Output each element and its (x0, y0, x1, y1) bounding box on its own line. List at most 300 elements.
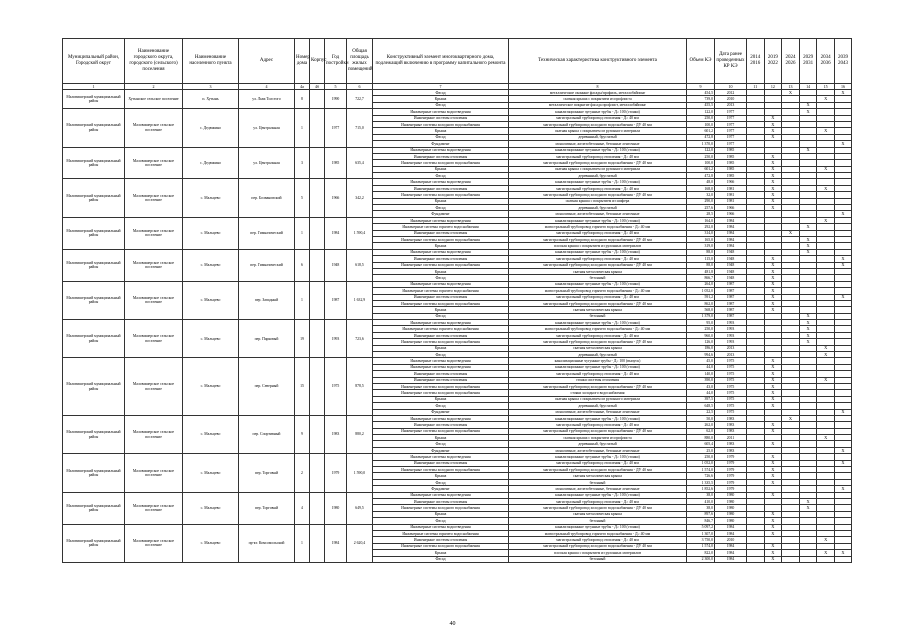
living-area-cell: 715,0 (347, 109, 373, 147)
volume-cell: 44,0 (687, 364, 715, 370)
repair-date-cell: 1980 (715, 492, 747, 498)
element-cell: Инженерные системы холодного водоснабжения (373, 390, 509, 396)
element-cell: Крыша (373, 550, 509, 556)
period-mark-cell: X (834, 550, 851, 556)
repair-date-cell: 1984 (715, 530, 747, 536)
volume-cell: 601,2 (687, 166, 715, 172)
repair-date-cell: 1979 (715, 454, 747, 460)
period-mark-cell: X (799, 236, 817, 242)
locality-cell: с. Мальцево (183, 492, 239, 524)
element-cell: Инженерные системы отопления (373, 460, 509, 466)
column-header: Корпус (310, 39, 325, 84)
period-mark-cell: X (764, 198, 782, 204)
spec-cell: монолитные, железобетонные, бетонные ленточные (509, 409, 687, 415)
repair-date-cell: 1984 (715, 556, 747, 562)
spec-cell: стояки холодного водоснабжения (509, 390, 687, 396)
settlement-cell: Маловишерское сельское поселение (125, 147, 183, 179)
street-cell: ул. Центральная (239, 147, 295, 179)
repair-date-cell: 2011 (715, 435, 747, 441)
volume-cell: 568,0 (687, 307, 715, 313)
district-cell: Маловишерский муниципальный район (63, 524, 125, 562)
volume-cell: 45,0 (687, 358, 715, 364)
element-cell: Инженерные системы отопления (373, 332, 509, 338)
living-area-cell: 1 590,4 (347, 217, 373, 249)
element-cell: Инженерные системы водоотведения (373, 147, 509, 153)
build-year-cell: 1984 (325, 217, 347, 249)
repair-date-cell: 1966 (715, 205, 747, 211)
period-mark-cell (834, 556, 851, 562)
living-area-cell: 649,5 (347, 492, 373, 524)
element-cell: Инженерные системы отопления (373, 230, 509, 236)
spec-cell: деревянный, брусчатый (509, 134, 687, 140)
spec-cell: магистральный трубопровод холодного водоснабжения - ДУ 40 мм (509, 121, 687, 127)
district-cell: Маловишерский муниципальный район (63, 179, 125, 217)
element-cell: Инженерные системы холодного водоснабжения (373, 192, 509, 198)
repair-date-cell: 1983 (715, 422, 747, 428)
spec-cell: монолитные, железобетонные, бетонные ленточные (509, 486, 687, 492)
element-cell: Инженерные системы холодного водоснабжения (373, 467, 509, 473)
repair-date-cell: 1981 (715, 185, 747, 191)
living-area-cell: 2 620,4 (347, 524, 373, 562)
repair-date-cell: 1993 (715, 339, 747, 345)
district-cell: Маловишерский муниципальный район (63, 415, 125, 453)
period-mark-cell: X (799, 224, 817, 230)
volume-cell: 862,0 (687, 300, 715, 306)
volume-cell: 28,5 (687, 211, 715, 217)
spec-cell: магистральный трубопровод горячего водоснабжения - Д≥ 40 мм (509, 224, 687, 230)
volume-cell: 5 097,2 (687, 524, 715, 530)
period-mark-cell: X (799, 109, 817, 115)
period-mark-cell: X (764, 454, 782, 460)
period-mark-cell: X (782, 415, 800, 421)
repair-date-cell: 1975 (715, 364, 747, 370)
period-mark-cell: X (764, 192, 782, 198)
period-mark-cell: X (764, 121, 782, 127)
settlement-cell: Маловишерское сельское поселение (125, 109, 183, 147)
spec-cell: магистральный трубопровод горячего водоснабжения - Д≥ 40 мм (509, 288, 687, 294)
period-mark-cell: X (764, 377, 782, 383)
period-mark-cell (799, 556, 817, 562)
district-cell: Маловишерский муниципальный район (63, 109, 125, 147)
locality-cell: с. Мальцево (183, 320, 239, 358)
period-mark-cell: X (764, 294, 782, 300)
house-number-cell: 1 (295, 281, 310, 319)
period-mark-cell: X (834, 460, 851, 466)
period-mark-cell (782, 556, 800, 562)
spec-cell: канализационные чугунные трубы - Д≥ 100 (стояки) (509, 249, 687, 255)
settlement-cell: Маловишерское сельское поселение (125, 454, 183, 492)
repair-date-cell: 1977 (715, 128, 747, 134)
building-corpus-cell (310, 358, 325, 416)
repair-date-cell: 1948 (715, 262, 747, 268)
repair-date-cell: 1981 (715, 192, 747, 198)
spec-cell: деревянный, брусчатый (509, 173, 687, 179)
element-cell: Фасад (373, 403, 509, 409)
period-mark-cell: X (817, 166, 835, 172)
repair-date-cell: 2013 (715, 345, 747, 351)
column-number: 4 (239, 84, 295, 90)
period-mark-cell: X (834, 447, 851, 453)
volume-cell: 455,5 (687, 102, 715, 108)
period-mark-cell: X (764, 403, 782, 409)
spec-cell: магистральный трубопровод холодного водоснабжения - ДУ 40 мм (509, 300, 687, 306)
street-cell: пер. Спортивный (239, 415, 295, 453)
volume-cell: 1 052,0 (687, 460, 715, 466)
repair-date-cell: 1984 (715, 524, 747, 530)
volume-cell: 880,0 (687, 435, 715, 441)
volume-cell: 1 335,5 (687, 479, 715, 485)
settlement-cell: Маловишерское сельское поселение (125, 358, 183, 416)
house-number-cell: 1 (295, 109, 310, 147)
volume-cell: 126,0 (687, 339, 715, 345)
element-cell: Инженерные системы отопления (373, 115, 509, 121)
building-corpus-cell (310, 281, 325, 319)
settlement-cell: Хутынское сельское поселение (125, 90, 183, 109)
spec-cell: стояки системы отопления (509, 377, 687, 383)
district-cell: Маловишерский муниципальный район (63, 217, 125, 249)
living-area-cell: 635,4 (347, 147, 373, 179)
column-number: 15 (817, 84, 835, 90)
repair-date-cell: 1984 (715, 243, 747, 249)
volume-cell: 601,2 (687, 128, 715, 134)
element-cell: Фундамент (373, 486, 509, 492)
period-mark-cell: X (764, 173, 782, 179)
locality-cell: с. Мальцево (183, 249, 239, 281)
volume-cell: 257,6 (687, 205, 715, 211)
element-cell: Фундамент (373, 141, 509, 147)
settlement-cell: Маловишерское сельское поселение (125, 524, 183, 562)
spec-cell: магистральный трубопровод холодного водоснабжения - ДУ 40 мм (509, 505, 687, 511)
living-area-cell: 722,7 (347, 90, 373, 109)
period-mark-cell: X (764, 390, 782, 396)
repair-date-cell: 2013 (715, 352, 747, 358)
period-mark-cell: X (799, 332, 817, 338)
street-cell: пер. Торговый (239, 492, 295, 524)
building-corpus-cell (310, 249, 325, 281)
volume-cell: 100,0 (687, 160, 715, 166)
element-cell: Фасад (373, 313, 509, 319)
period-mark-cell: X (834, 90, 851, 96)
volume-cell: 168,0 (687, 185, 715, 191)
spec-cell: металлическое покрытие фасада профлист, металлобайпинг (509, 102, 687, 108)
column-header: Номер дома (295, 39, 310, 84)
element-cell: Инженерные системы водоотведения (373, 415, 509, 421)
spec-cell: скатная металлическая крыша (509, 268, 687, 274)
column-number: 10 (715, 84, 747, 90)
repair-date-cell: 1983 (715, 415, 747, 421)
element-cell: Инженерные системы водоотведения (373, 249, 509, 255)
building-corpus-cell (310, 147, 325, 179)
element-cell: Фасад (373, 90, 509, 96)
element-cell: Фундамент (373, 211, 509, 217)
locality-cell: с. Мальцево (183, 281, 239, 319)
build-year-cell: 1984 (325, 524, 347, 562)
column-number: 8 (509, 84, 687, 90)
volume-cell: 250,0 (687, 326, 715, 332)
element-cell: Инженерные системы холодного водоснабжения (373, 339, 509, 345)
volume-cell: 472,8 (687, 173, 715, 179)
volume-cell: 1 574,0 (687, 543, 715, 549)
repair-date-cell: 1987 (715, 313, 747, 319)
spec-cell: магистральный трубопровод отопления - Д≥ 40 мм (509, 332, 687, 338)
spec-cell: магистральный трубопровод отопления - Д≥ 40 мм (509, 230, 687, 236)
spec-cell: бетонный (509, 479, 687, 485)
volume-cell: 1 379,0 (687, 313, 715, 319)
period-mark-cell: X (764, 530, 782, 536)
volume-cell: 164,0 (687, 217, 715, 223)
volume-cell: 960,0 (687, 332, 715, 338)
spec-cell: магистральный трубопровод отопления - Д≥ 40 мм (509, 422, 687, 428)
volume-cell: 62,0 (687, 428, 715, 434)
period-mark-cell: X (834, 294, 851, 300)
volume-cell: 88,0 (687, 249, 715, 255)
spec-cell: канализационные чугунные трубы - Д≥ 100 (стояки) (509, 415, 687, 421)
volume-cell: 43,0 (687, 383, 715, 389)
build-year-cell: 1990 (325, 90, 347, 109)
volume-cell: 314,0 (687, 230, 715, 236)
period-mark-cell: X (764, 115, 782, 121)
volume-cell: 250,0 (687, 454, 715, 460)
living-area-cell: 342,2 (347, 179, 373, 217)
build-year-cell: 1948 (325, 249, 347, 281)
spec-cell: магистральный трубопровод отопления - Д≥ 40 мм (509, 153, 687, 159)
element-cell: Крыша (373, 511, 509, 517)
column-number: 5 (325, 84, 347, 90)
period-mark-cell: X (799, 499, 817, 505)
column-number: 14 (799, 84, 817, 90)
repair-date-cell: 1983 (715, 441, 747, 447)
period-mark-cell: X (834, 486, 851, 492)
spec-cell: скатная металлическая крыша (509, 511, 687, 517)
spec-cell: канализационные чугунные трубы - Д≥ 100 (стояки) (509, 147, 687, 153)
column-number: 16 (834, 84, 851, 90)
repair-date-cell: 1980 (715, 499, 747, 505)
repair-date-cell: 1977 (715, 109, 747, 115)
volume-cell: 1 370,0 (687, 141, 715, 147)
street-cell: пр-кт. Комсомольский (239, 524, 295, 562)
volume-cell: 250,0 (687, 115, 715, 121)
period-mark-cell: X (764, 396, 782, 402)
element-cell: Инженерные системы водоотведения (373, 217, 509, 223)
build-year-cell: 1975 (325, 358, 347, 416)
element-cell: Крыша (373, 396, 509, 402)
district-cell: Маловишерский муниципальный район (63, 281, 125, 319)
build-year-cell: 1979 (325, 454, 347, 492)
column-header: Адрес (239, 39, 295, 84)
living-area-cell: 1 590,0 (347, 454, 373, 492)
spec-cell: магистральный трубопровод холодного водоснабжения - ДУ 40 мм (509, 428, 687, 434)
period-mark-cell: X (817, 345, 835, 351)
repair-date-cell: 1987 (715, 288, 747, 294)
period-mark-cell: X (764, 556, 782, 562)
street-cell: пер. Северный (239, 358, 295, 416)
element-cell: Инженерные системы холодного водоснабжения (373, 121, 509, 127)
volume-cell: 165,0 (687, 236, 715, 242)
element-cell: Инженерные системы холодного водоснабжения (373, 505, 509, 511)
spec-cell: плоская крыша с покрытием из рулонных материалов (509, 550, 687, 556)
spec-cell: магистральный трубопровод отопления - Д≥ 40 мм (509, 185, 687, 191)
building-corpus-cell (310, 454, 325, 492)
spec-cell: канализационные чугунные трубы - Д≥ 100 (выпуск) (509, 358, 687, 364)
element-cell: Инженерные системы холодного водоснабжения (373, 383, 509, 389)
repair-date-cell: 1979 (715, 486, 747, 492)
period-mark-cell: X (817, 537, 835, 543)
spec-cell: скатная крыша с покрытием из профлиста (509, 96, 687, 102)
element-cell: Фасад (373, 205, 509, 211)
repair-date-cell: 1993 (715, 326, 747, 332)
element-cell: Инженерные системы горячего водоснабжения (373, 326, 509, 332)
spec-cell: скатная крыша с покрытием из профлиста (509, 435, 687, 441)
period-mark-cell: X (764, 160, 782, 166)
volume-cell: 50,0 (687, 415, 715, 421)
build-year-cell: 1993 (325, 320, 347, 358)
element-cell: Фундамент (373, 409, 509, 415)
column-number: 4б (310, 84, 325, 90)
district-cell: Маловишерский муниципальный район (63, 90, 125, 109)
spec-cell: скатная крыша с покрытием из шифера (509, 198, 687, 204)
volume-cell: 95,0 (687, 320, 715, 326)
volume-cell: 1 307,0 (687, 530, 715, 536)
column-header: Объем КЭ (687, 39, 715, 84)
column-number: 2 (125, 84, 183, 90)
repair-date-cell: 2010 (715, 537, 747, 543)
element-cell: Инженерные системы отопления (373, 537, 509, 543)
column-header: Техническая характеристика конструктивного элемента (509, 39, 687, 84)
repair-date-cell: 1985 (715, 166, 747, 172)
spec-cell: бетонный (509, 275, 687, 281)
volume-cell: 1 574,0 (687, 467, 715, 473)
period-mark-cell: X (764, 256, 782, 262)
element-cell: Крыша (373, 166, 509, 172)
spec-cell: монолитные, железобетонные, бетонные ленточные (509, 447, 687, 453)
element-cell: Инженерные системы отопления (373, 499, 509, 505)
repair-date-cell: 1948 (715, 249, 747, 255)
spec-cell: магистральный трубопровод отопления - Д≥ 40 мм (509, 460, 687, 466)
building-corpus-cell (310, 415, 325, 453)
spec-cell: магистральный трубопровод холодного водоснабжения - ДУ 40 мм (509, 160, 687, 166)
district-cell: Маловишерский муниципальный район (63, 492, 125, 524)
volume-cell: 292,0 (687, 224, 715, 230)
element-cell: Инженерные системы холодного водоснабжения (373, 300, 509, 306)
spec-cell: магистральный трубопровод отопления - Д≥ 40 мм (509, 115, 687, 121)
element-cell: Инженерные системы горячего водоснабжения (373, 224, 509, 230)
repair-date-cell: 1980 (715, 505, 747, 511)
house-number-cell: 1 (295, 524, 310, 562)
period-mark-cell: X (764, 358, 782, 364)
period-mark-cell: X (764, 371, 782, 377)
element-cell: Инженерные системы горячего водоснабжения (373, 288, 509, 294)
column-header: Год постройки (325, 39, 347, 84)
build-year-cell: 1980 (325, 492, 347, 524)
volume-cell: 25,0 (687, 447, 715, 453)
street-cell: пер. Гимназический (239, 249, 295, 281)
spec-cell: деревянный, брусчатый (509, 441, 687, 447)
period-mark-cell: X (834, 262, 851, 268)
period-mark-cell: X (764, 441, 782, 447)
table-header (63, 39, 852, 90)
repair-date-cell: 1987 (715, 281, 747, 287)
building-corpus-cell (310, 492, 325, 524)
volume-cell: 38,0 (687, 492, 715, 498)
period-mark-cell: X (764, 134, 782, 140)
volume-cell: 38,0 (687, 505, 715, 511)
period-mark-cell: X (764, 153, 782, 159)
period-mark-cell: X (764, 428, 782, 434)
period-mark-cell: X (764, 128, 782, 134)
period-mark-cell: X (764, 288, 782, 294)
locality-cell: с. Мальцево (183, 179, 239, 217)
period-mark-cell: X (799, 320, 817, 326)
district-cell: Маловишерский муниципальный район (63, 249, 125, 281)
locality-cell: с. Дедюжино (183, 109, 239, 147)
period-mark-cell: X (764, 262, 782, 268)
settlement-cell: Маловишерское сельское поселение (125, 492, 183, 524)
volume-cell: 290,0 (687, 198, 715, 204)
element-cell: Фасад (373, 441, 509, 447)
repair-date-cell: 2012 (715, 90, 747, 96)
building-corpus-cell (310, 90, 325, 109)
capital-repair-table (62, 38, 852, 563)
period-mark-cell: X (799, 102, 817, 108)
volume-cell: 472,8 (687, 134, 715, 140)
settlement-cell: Маловишерское сельское поселение (125, 217, 183, 249)
volume-cell: 122,0 (687, 109, 715, 115)
table-body (63, 90, 852, 563)
repair-date-cell: 1985 (715, 160, 747, 166)
spec-cell: бетонный (509, 518, 687, 524)
period-mark-cell: X (782, 90, 800, 96)
build-year-cell: 1977 (325, 109, 347, 147)
element-cell: Инженерные системы водоотведения (373, 320, 509, 326)
column-header: 2019 2022 (764, 39, 782, 84)
volume-cell: 390,0 (687, 377, 715, 383)
house-number-cell: 4 (295, 492, 310, 524)
street-cell: ул. Центральная (239, 109, 295, 147)
repair-date-cell: 1993 (715, 332, 747, 338)
spec-cell: скатная крыша с покрытием из рулонного материала (509, 166, 687, 172)
element-cell: Фасад (373, 275, 509, 281)
street-cell: пер. Торговый (239, 454, 295, 492)
living-area-cell: 878,5 (347, 358, 373, 416)
column-number: 7 (373, 84, 509, 90)
element-cell: Инженерные системы водоотведения (373, 281, 509, 287)
element-cell: Инженерные системы горячего водоснабжения (373, 530, 509, 536)
settlement-cell: Маловишерское сельское поселение (125, 281, 183, 319)
locality-cell: с. Мальцево (183, 454, 239, 492)
element-cell: Инженерные системы водоотведения (373, 492, 509, 498)
period-mark-cell: X (764, 543, 782, 549)
build-year-cell: 1983 (325, 415, 347, 453)
spec-cell: магистральный трубопровод холодного водоснабжения - ДУ 40 мм (509, 467, 687, 473)
period-mark-cell: X (764, 281, 782, 287)
period-mark-cell: X (817, 550, 835, 556)
volume-cell: 2 300,0 (687, 556, 715, 562)
volume-cell: 726,6 (687, 473, 715, 479)
repair-date-cell: 1984 (715, 224, 747, 230)
locality-cell: п. Хутынь (183, 90, 239, 109)
settlement-cell: Маловишерское сельское поселение (125, 249, 183, 281)
settlement-cell: Маловишерское сельское поселение (125, 320, 183, 358)
living-area-cell: 618,5 (347, 249, 373, 281)
spec-cell: скатная металлическая крыша (509, 473, 687, 479)
spec-cell: деревянный, брусчатый (509, 352, 687, 358)
element-cell: Фасад (373, 479, 509, 485)
repair-date-cell: 2010 (715, 96, 747, 102)
repair-date-cell: 1984 (715, 230, 747, 236)
period-mark-cell: X (817, 377, 835, 383)
repair-date-cell: 1984 (715, 543, 747, 549)
volume-cell: 48,0 (687, 179, 715, 185)
